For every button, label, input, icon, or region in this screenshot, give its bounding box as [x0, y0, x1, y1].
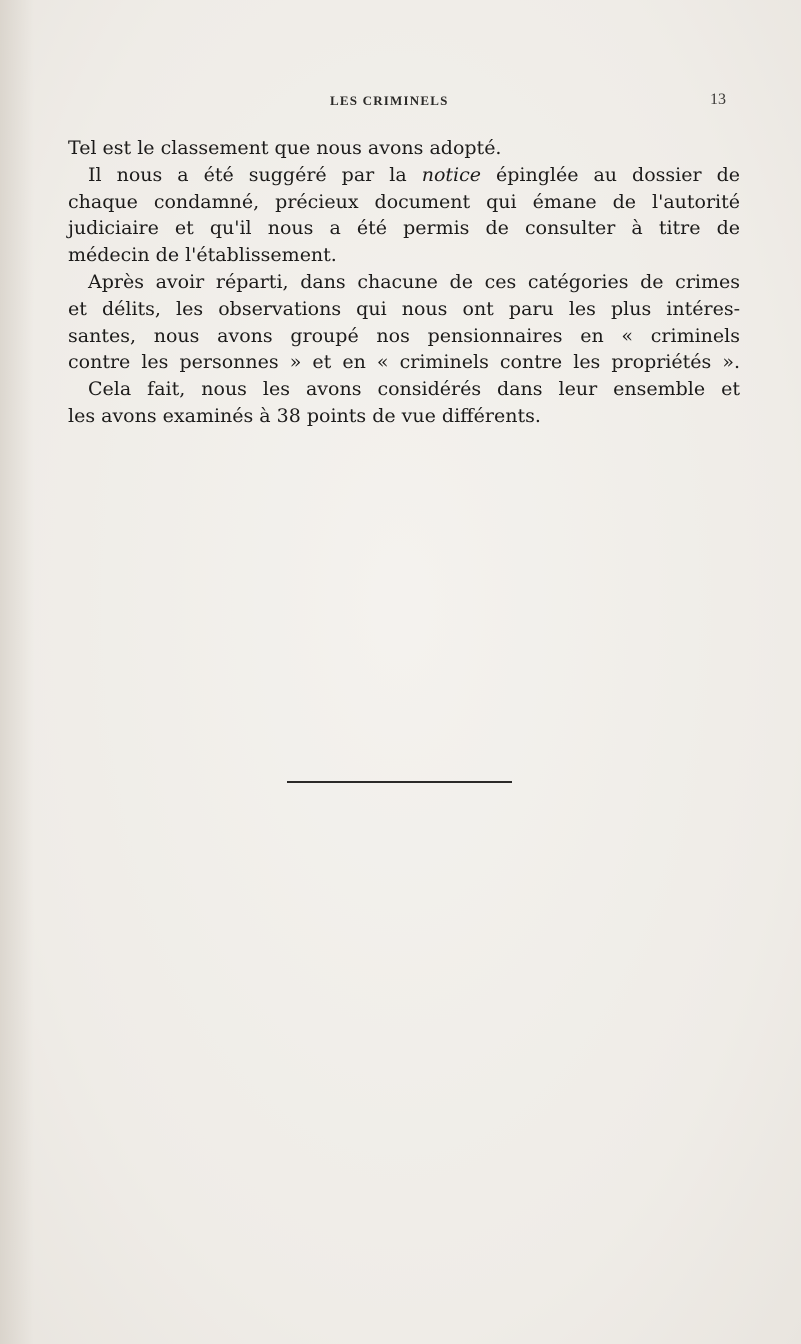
text-line-9: contre les personnes » et en « criminels contre les propriétés ». — [68, 351, 740, 374]
running-head — [0, 93, 801, 113]
text-line-2-end: épinglée au dossier de — [480, 163, 740, 186]
text-line-11: les avons examinés à 38 points de vue différents. — [68, 404, 541, 427]
section-rule — [287, 781, 512, 783]
text-line-1: Tel est le classement que nous avons adopté. — [68, 137, 502, 159]
running-head-title: LES CRIMINELS — [330, 93, 449, 108]
text-line-8: santes, nous avons groupé nos pensionnaires en « criminels — [68, 324, 740, 347]
text-line-2-start: Il nous a été suggéré par la — [88, 163, 422, 186]
text-line-5: médecin de l'établissement. — [68, 244, 337, 267]
text-line-3: chaque condamné, précieux document qui émane de l'autorité — [68, 190, 740, 213]
text-line-10: Cela fait, nous les avons considérés dans leur ensemble et — [88, 378, 740, 401]
text-line-2 — [68, 162, 740, 189]
text-line-6: Après avoir réparti, dans chacune de ces catégories de crimes — [88, 270, 740, 293]
text-line-7: et délits, les observations qui nous ont paru les plus intéres- — [68, 297, 740, 320]
text-line-4: judiciaire et qu'il nous a été permis de consulter à titre de — [68, 217, 740, 240]
body-text — [68, 135, 740, 430]
page-number: 13 — [710, 91, 726, 108]
notice-italic: notice — [421, 163, 481, 186]
